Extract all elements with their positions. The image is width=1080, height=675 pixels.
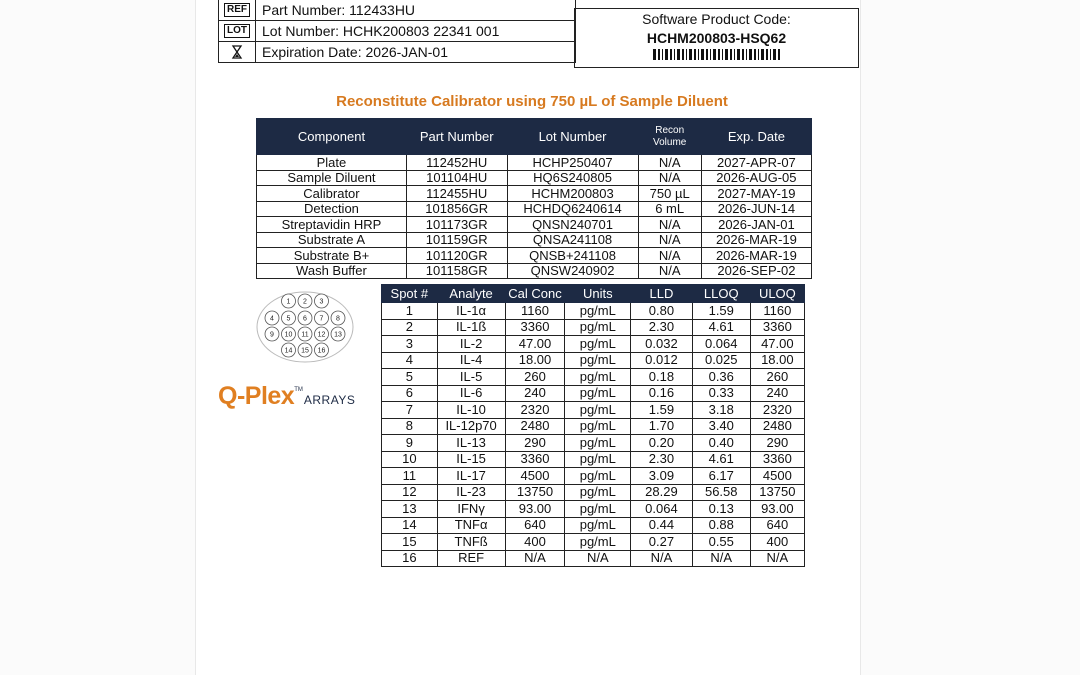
table-cell: N/A	[565, 550, 631, 567]
spot-header-cell: Units	[565, 285, 631, 303]
table-cell: IL-23	[437, 484, 505, 501]
table-cell: HCHM200803	[507, 186, 638, 202]
table-cell: IL-5	[437, 369, 505, 386]
table-cell: 0.16	[631, 385, 693, 402]
table-cell: pg/mL	[565, 352, 631, 369]
software-code-value: HCHM200803-HSQ62	[646, 30, 787, 46]
table-cell: 10	[382, 451, 438, 468]
part-number-row	[219, 0, 575, 21]
table-cell: 2480	[750, 418, 804, 435]
spot-layout-diagram	[255, 290, 355, 364]
spot-label: 16	[317, 347, 326, 355]
spot-label: 8	[336, 315, 340, 323]
spot-marker	[331, 327, 345, 341]
table-cell: 1.59	[692, 303, 750, 320]
spot-marker	[282, 327, 296, 341]
spot-marker	[282, 311, 296, 325]
table-cell: 2	[382, 319, 438, 336]
software-code-box	[574, 8, 859, 68]
table-cell: 3.09	[631, 468, 693, 485]
table-cell: IFNγ	[437, 501, 505, 518]
table-cell: 2320	[505, 402, 565, 419]
qplex-arrays-text: ARRAYS	[303, 393, 356, 407]
spot-label: 5	[286, 315, 291, 323]
table-cell: pg/mL	[565, 435, 631, 452]
table-row	[382, 336, 805, 353]
analyte-spot-table	[381, 284, 805, 567]
table-cell: 0.13	[692, 501, 750, 518]
spot-marker	[282, 343, 296, 357]
lot-symbol-icon: LOT	[224, 24, 250, 38]
table-cell: IL-12p70	[437, 418, 505, 435]
table-cell: 112455HU	[406, 186, 507, 202]
spot-label: 10	[284, 331, 293, 339]
spot-label: 9	[270, 331, 274, 339]
table-cell: pg/mL	[565, 418, 631, 435]
table-cell: N/A	[692, 550, 750, 567]
table-cell: 2026-JAN-01	[701, 217, 811, 233]
component-header-cell: Recon Volume	[638, 119, 701, 155]
expiration-row	[219, 42, 575, 62]
table-cell: HCHP250407	[507, 155, 638, 171]
spot-marker	[331, 311, 345, 325]
table-cell: 15	[382, 534, 438, 551]
table-row	[382, 534, 805, 551]
table-row	[257, 217, 812, 233]
table-cell: 0.27	[631, 534, 693, 551]
table-cell: 2026-MAR-19	[701, 232, 811, 248]
table-cell: 4.61	[692, 319, 750, 336]
spot-label: 14	[284, 347, 293, 355]
spot-header-cell: LLD	[631, 285, 693, 303]
table-cell: 0.33	[692, 385, 750, 402]
table-cell: Sample Diluent	[257, 170, 407, 186]
table-cell: pg/mL	[565, 369, 631, 386]
table-cell: IL-15	[437, 451, 505, 468]
ref-symbol-icon: REF	[224, 3, 250, 17]
table-row	[382, 435, 805, 452]
table-cell: 750 µL	[638, 186, 701, 202]
table-cell: 101158GR	[406, 263, 507, 279]
table-cell: 11	[382, 468, 438, 485]
table-cell: N/A	[638, 232, 701, 248]
table-cell: 0.064	[692, 336, 750, 353]
table-cell: 2026-SEP-02	[701, 263, 811, 279]
table-cell: 3.18	[692, 402, 750, 419]
table-cell: 28.29	[631, 484, 693, 501]
table-cell: N/A	[631, 550, 693, 567]
table-cell: 400	[750, 534, 804, 551]
spot-marker	[315, 343, 329, 357]
table-cell: Plate	[257, 155, 407, 171]
table-cell: IL-13	[437, 435, 505, 452]
table-cell: 0.18	[631, 369, 693, 386]
table-cell: IL-2	[437, 336, 505, 353]
table-row	[382, 352, 805, 369]
component-header-cell: Lot Number	[507, 119, 638, 155]
table-row	[257, 263, 812, 279]
qplex-logo-text: Q-Plex	[218, 382, 295, 410]
table-cell: 3360	[505, 319, 565, 336]
spot-marker	[298, 311, 312, 325]
table-cell: 2.30	[631, 451, 693, 468]
spot-label: 1	[286, 298, 291, 306]
table-row	[382, 418, 805, 435]
spot-marker	[282, 294, 296, 308]
table-cell: 0.032	[631, 336, 693, 353]
table-cell: 3360	[505, 451, 565, 468]
spot-label: 12	[317, 331, 326, 339]
spot-label: 11	[301, 331, 309, 339]
table-row	[382, 550, 805, 567]
table-cell: 0.20	[631, 435, 693, 452]
component-table	[256, 118, 812, 279]
table-cell: QNSN240701	[507, 217, 638, 233]
table-cell: N/A	[638, 248, 701, 264]
table-cell: 101159GR	[406, 232, 507, 248]
table-cell: 3360	[750, 451, 804, 468]
table-cell: Substrate A	[257, 232, 407, 248]
table-cell: 0.55	[692, 534, 750, 551]
table-cell: 1.59	[631, 402, 693, 419]
expiration-text: Expiration Date: 2026-JAN-01	[262, 44, 448, 60]
table-cell: 13750	[505, 484, 565, 501]
spot-header-cell: Analyte	[437, 285, 505, 303]
table-cell: 112452HU	[406, 155, 507, 171]
table-row	[382, 451, 805, 468]
table-cell: 4500	[505, 468, 565, 485]
table-cell: IL-6	[437, 385, 505, 402]
table-cell: 4500	[750, 468, 804, 485]
table-row	[257, 170, 812, 186]
table-cell: 1160	[750, 303, 804, 320]
component-header-cell: Part Number	[406, 119, 507, 155]
table-cell: 0.012	[631, 352, 693, 369]
table-cell: IL-10	[437, 402, 505, 419]
part-number-text: Part Number: 112433HU	[262, 2, 416, 18]
table-row	[382, 385, 805, 402]
table-cell: 18.00	[750, 352, 804, 369]
table-cell: 400	[505, 534, 565, 551]
table-cell: N/A	[638, 170, 701, 186]
table-row	[382, 501, 805, 518]
table-cell: 3.40	[692, 418, 750, 435]
spot-marker	[298, 343, 312, 357]
table-cell: 93.00	[505, 501, 565, 518]
table-cell: 2026-MAR-19	[701, 248, 811, 264]
table-cell: 9	[382, 435, 438, 452]
table-cell: 1.70	[631, 418, 693, 435]
spot-marker	[315, 327, 329, 341]
lot-number-text: Lot Number: HCHK200803 22341 001	[262, 23, 500, 39]
table-cell: N/A	[750, 550, 804, 567]
table-cell: 0.40	[692, 435, 750, 452]
barcode-icon	[653, 49, 781, 60]
spot-header-cell: LLOQ	[692, 285, 750, 303]
table-cell: HQ6S240805	[507, 170, 638, 186]
table-cell: 12	[382, 484, 438, 501]
table-cell: QNSA241108	[507, 232, 638, 248]
spot-marker	[315, 311, 329, 325]
table-cell: 0.44	[631, 517, 693, 534]
table-cell: 260	[750, 369, 804, 386]
qplex-tm-mark: TM	[294, 387, 303, 393]
spot-marker	[265, 311, 279, 325]
table-cell: TNFα	[437, 517, 505, 534]
table-row	[257, 232, 812, 248]
spot-label: 7	[319, 315, 324, 323]
table-cell: 640	[505, 517, 565, 534]
table-row	[257, 155, 812, 171]
table-cell: N/A	[505, 550, 565, 567]
table-cell: 47.00	[505, 336, 565, 353]
table-cell: IL-4	[437, 352, 505, 369]
table-cell: pg/mL	[565, 517, 631, 534]
table-cell: pg/mL	[565, 451, 631, 468]
table-cell: 1160	[505, 303, 565, 320]
spot-label: 2	[303, 298, 307, 306]
spot-marker	[298, 327, 312, 341]
table-cell: 2026-AUG-05	[701, 170, 811, 186]
spot-label: 6	[303, 315, 307, 323]
table-cell: pg/mL	[565, 534, 631, 551]
table-cell: 47.00	[750, 336, 804, 353]
table-cell: REF	[437, 550, 505, 567]
table-cell: N/A	[638, 263, 701, 279]
hourglass-icon	[230, 45, 244, 59]
table-cell: 7	[382, 402, 438, 419]
spot-marker	[298, 294, 312, 308]
table-cell: 2320	[750, 402, 804, 419]
table-cell: 0.88	[692, 517, 750, 534]
table-cell: Detection	[257, 201, 407, 217]
table-cell: 6 mL	[638, 201, 701, 217]
table-cell: 101104HU	[406, 170, 507, 186]
table-cell: 13	[382, 501, 438, 518]
table-cell: TNFß	[437, 534, 505, 551]
table-cell: 6.17	[692, 468, 750, 485]
table-cell: QNSW240902	[507, 263, 638, 279]
table-cell: 290	[505, 435, 565, 452]
table-cell: 3360	[750, 319, 804, 336]
table-cell: 0.064	[631, 501, 693, 518]
spot-header-cell: Cal Conc	[505, 285, 565, 303]
table-cell: 240	[505, 385, 565, 402]
table-row	[382, 484, 805, 501]
table-cell: HCHDQ6240614	[507, 201, 638, 217]
spot-header-cell: ULOQ	[750, 285, 804, 303]
spot-header-cell: Spot #	[382, 285, 438, 303]
component-header-cell: Component	[257, 119, 407, 155]
product-info-box	[218, 0, 576, 63]
table-row	[257, 186, 812, 202]
table-cell: pg/mL	[565, 484, 631, 501]
table-cell: pg/mL	[565, 468, 631, 485]
table-row	[382, 319, 805, 336]
table-cell: pg/mL	[565, 319, 631, 336]
table-row	[257, 201, 812, 217]
spot-label: 4	[270, 315, 274, 323]
table-row	[257, 248, 812, 264]
spot-label: 13	[334, 331, 342, 339]
table-cell: N/A	[638, 155, 701, 171]
table-cell: Wash Buffer	[257, 263, 407, 279]
spot-marker	[315, 294, 329, 308]
table-cell: 1	[382, 303, 438, 320]
spot-label: 3	[319, 298, 324, 306]
table-cell: 3	[382, 336, 438, 353]
table-cell: 8	[382, 418, 438, 435]
table-cell: 4.61	[692, 451, 750, 468]
table-cell: 0.80	[631, 303, 693, 320]
table-cell: 2027-APR-07	[701, 155, 811, 171]
table-cell: IL-1ß	[437, 319, 505, 336]
table-cell: 5	[382, 369, 438, 386]
table-cell: 6	[382, 385, 438, 402]
table-cell: 2480	[505, 418, 565, 435]
table-row	[382, 517, 805, 534]
table-cell: 640	[750, 517, 804, 534]
table-row	[382, 402, 805, 419]
table-cell: 93.00	[750, 501, 804, 518]
software-code-label: Software Product Code:	[642, 11, 791, 27]
table-cell: IL-1α	[437, 303, 505, 320]
table-cell: 101173GR	[406, 217, 507, 233]
table-cell: QNSB+241108	[507, 248, 638, 264]
table-cell: 2026-JUN-14	[701, 201, 811, 217]
table-cell: Calibrator	[257, 186, 407, 202]
table-cell: 0.025	[692, 352, 750, 369]
spot-label: 15	[301, 347, 309, 355]
table-row	[382, 303, 805, 320]
table-cell: 2027-MAY-19	[701, 186, 811, 202]
spot-marker	[265, 327, 279, 341]
table-cell: 18.00	[505, 352, 565, 369]
table-cell: pg/mL	[565, 336, 631, 353]
table-cell: 0.36	[692, 369, 750, 386]
table-cell: 4	[382, 352, 438, 369]
table-cell: 240	[750, 385, 804, 402]
table-cell: 290	[750, 435, 804, 452]
table-cell: 101856GR	[406, 201, 507, 217]
table-cell: 56.58	[692, 484, 750, 501]
qplex-logo	[218, 382, 355, 411]
component-header-cell: Exp. Date	[701, 119, 811, 155]
table-cell: pg/mL	[565, 385, 631, 402]
table-cell: 260	[505, 369, 565, 386]
table-cell: IL-17	[437, 468, 505, 485]
table-cell: 13750	[750, 484, 804, 501]
table-cell: 16	[382, 550, 438, 567]
table-cell: 2.30	[631, 319, 693, 336]
table-cell: 101120GR	[406, 248, 507, 264]
lot-number-row	[219, 21, 575, 42]
table-cell: pg/mL	[565, 402, 631, 419]
reconstitution-title: Reconstitute Calibrator using 750 µL of Sample Diluent	[336, 93, 728, 110]
table-cell: pg/mL	[565, 501, 631, 518]
table-cell: N/A	[638, 217, 701, 233]
table-cell: pg/mL	[565, 303, 631, 320]
table-row	[382, 468, 805, 485]
table-cell: Substrate B+	[257, 248, 407, 264]
table-cell: 14	[382, 517, 438, 534]
table-row	[382, 369, 805, 386]
table-cell: Streptavidin HRP	[257, 217, 407, 233]
